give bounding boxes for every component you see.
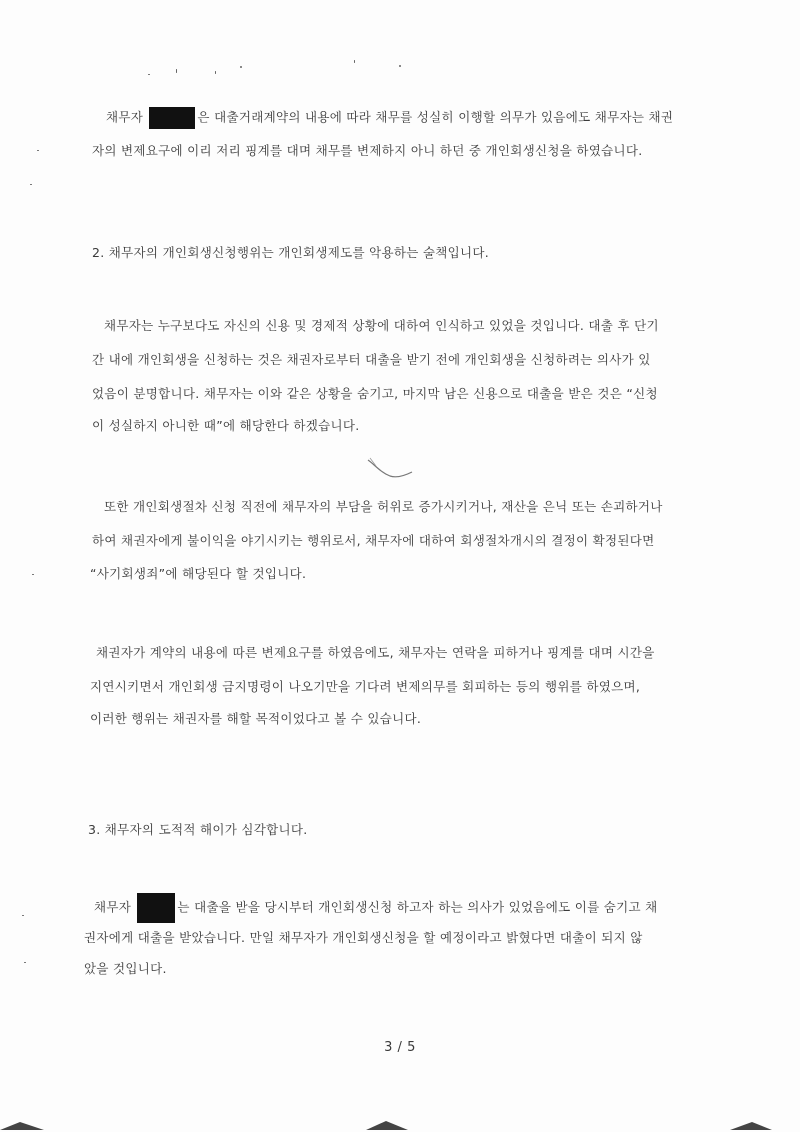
pen-mark — [364, 454, 424, 484]
scan-edge-artifact — [0, 1112, 800, 1132]
scan-speck — [176, 69, 177, 73]
scan-speck — [24, 962, 26, 963]
paragraph-4-line-3: 이러한 행위는 채권자를 해할 목적이었다고 볼 수 있습니다. — [90, 711, 422, 726]
paragraph-5-line-3: 았을 것입니다. — [84, 961, 167, 976]
text-fragment: 는 대출을 받을 당시부터 개인회생신청 하고자 하는 의사가 있었음에도 이를 숨기고 채 — [177, 899, 658, 915]
paragraph-5-line-2: 권자에게 대출을 받았습니다. 만일 채무자가 개인회생신청을 할 예정이라고 밝혔다면 대출이 되지 않 — [84, 930, 643, 945]
paragraph-4-line-2: 지연시키면서 개인회생 금지명령이 나오기만을 기다려 변제의무를 회피하는 등의 행위를 하였으며, — [90, 679, 641, 694]
paragraph-5-line-1 — [94, 893, 658, 923]
paragraph-2-line-3: 었음이 분명합니다. 채무자는 이와 같은 상황을 숨기고, 마지막 남은 신용으로 대출을 받은 것은 “신청 — [92, 386, 658, 401]
scan-speck — [30, 184, 32, 185]
paragraph-4-line-1: 채권자가 계약의 내용에 따른 변제요구를 하였음에도, 채무자는 연락을 피하거나 핑계를 대며 시간을 — [96, 645, 655, 660]
paragraph-1-line-2: 자의 변제요구에 이리 저리 핑계를 대며 채무를 변제하지 아니 하던 중 개인회생신청을 하였습니다. — [92, 143, 643, 158]
text-fragment: 은 대출거래계약의 내용에 따라 채무를 성실히 이행할 의무가 있음에도 채무자는 채권 — [197, 109, 674, 125]
paragraph-2-line-4: 이 성실하지 아니한 때”에 해당한다 하겠습니다. — [92, 418, 360, 433]
scan-speck — [148, 74, 150, 75]
text-fragment: 채무자 — [94, 899, 132, 915]
paragraph-2-line-1: 채무자는 누구보다도 자신의 신용 및 경제적 상황에 대하여 인식하고 있었을 것입니다. 대출 후 단기 — [104, 318, 659, 333]
section-heading-2: 2. 채무자의 개인회생신청행위는 개인회생제도를 악용하는 술책입니다. — [92, 245, 490, 260]
paragraph-3-line-2: 하여 채권자에게 불이익을 야기시키는 행위로서, 채무자에 대하여 회생절차개시의 결정이 확정된다면 — [92, 533, 655, 548]
redaction-box — [137, 893, 175, 923]
paragraph-3-line-1: 또한 개인회생절차 신청 직전에 채무자의 부담을 허위로 증가시키거나, 재산을 은닉 또는 손괴하거나 — [104, 499, 663, 514]
page-number: 3 / 5 — [384, 1040, 416, 1055]
scan-speck — [399, 65, 401, 67]
paragraph-3-line-3: “사기회생죄”에 해당된다 할 것입니다. — [90, 566, 307, 581]
scan-speck — [354, 60, 355, 63]
paragraph-1-line-1 — [106, 107, 673, 129]
scan-speck — [215, 71, 216, 74]
scan-speck — [32, 574, 34, 575]
section-heading-3: 3. 채무자의 도적적 해이가 심각합니다. — [88, 822, 308, 837]
text-fragment: 채무자 — [106, 109, 144, 125]
redaction-box — [149, 107, 195, 129]
scan-speck — [240, 66, 242, 68]
paragraph-2-line-2: 간 내에 개인회생을 신청하는 것은 채권자로부터 대출을 받기 전에 개인회생을 신청하려는 의사가 있 — [92, 352, 651, 367]
scan-speck — [22, 915, 24, 916]
scan-speck — [37, 150, 39, 151]
